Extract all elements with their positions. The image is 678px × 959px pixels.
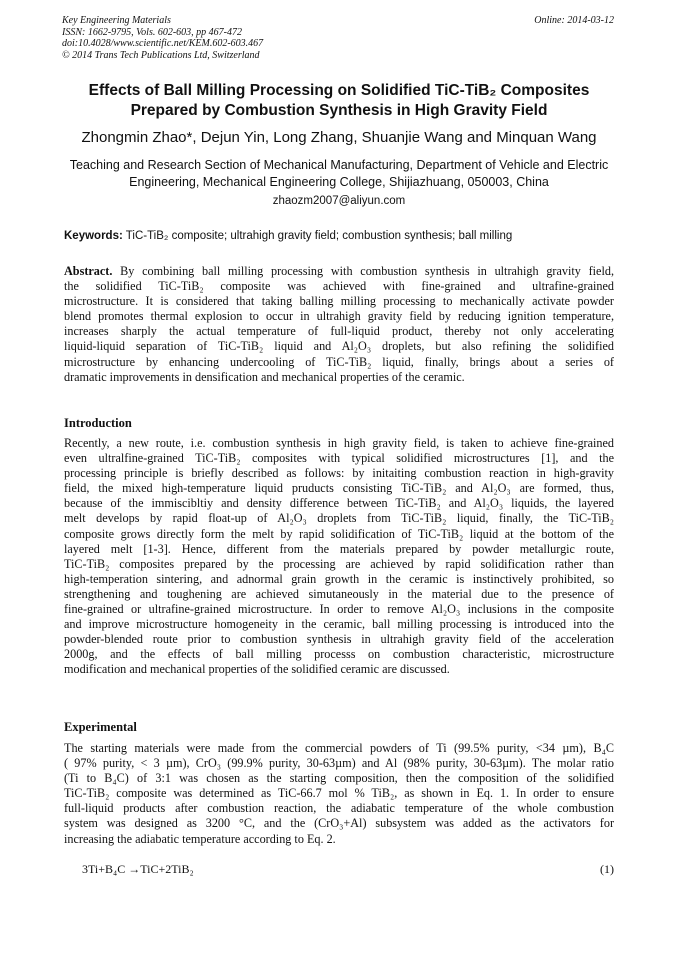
intro-line: powder-blended route prior to combustion synthesis in ultrahigh gravity field of the acceleration (64, 632, 614, 647)
section-heading-experimental: Experimental (64, 720, 137, 734)
intro-line: fine-grained or ultrafine-grained microstructure. In order to remove Al₂O₃ inclusions in the composite (64, 602, 614, 617)
journal-name: Key Engineering Materials (62, 15, 171, 26)
online-date: Online: 2014-03-12 (534, 15, 614, 26)
introduction-body (64, 436, 614, 678)
abstract-line: blend promotes thermal explosion to occur in ultrahigh gravity field by reducing ignition temperature, (64, 309, 614, 324)
experimental-line: ( 97% purity, < 3 µm), CrO₃ (99.9% purity, 30-63µm) and Al (98% purity, 30-63µm). The molar ratio (64, 756, 614, 771)
paper-title (40, 81, 638, 121)
keywords-label: Keywords: (64, 230, 123, 242)
intro-line: and improve microstructure homogeneity in the ceramic, ball milling processing is introduced into the (64, 617, 614, 632)
experimental-line: TiC-TiB₂ composite was determined as TiC-66.7 mol % TiB₂, as shown in Eq. 1. In order to ensure (64, 786, 614, 801)
intro-line: composite grows directly form the melt by rapid solidification of TiC-TiB₂ liquid at the bottom of the (64, 526, 614, 541)
intro-line: Recently, a new route, i.e. combustion synthesis in high gravity field, is taken to achieve fine-grained (64, 436, 614, 450)
intro-line: even ultralfine-grained TiC-TiB₂ composites with typical solidified microstructures [1], and the (64, 451, 614, 466)
equation-1: 3Ti+B₄C →TiC+2TiB₂ (82, 862, 194, 876)
keywords (64, 229, 624, 243)
abstract-label: Abstract. (64, 264, 113, 278)
title-line-1: Effects of Ball Milling Processing on Solidified TiC-TiB₂ Composites (88, 82, 590, 99)
abstract-line: the solidified TiC-TiB₂ composite was achieved with fine-grained and ultrafine-grained (64, 279, 614, 294)
author-list: Zhongmin Zhao*, Dejun Yin, Long Zhang, Shuanjie Wang and Minquan Wang (81, 129, 597, 146)
affiliation-line-1: Teaching and Research Section of Mechanical Manufacturing, Department of Vehicle and Electric (69, 158, 609, 172)
issn-line: ISSN: 1662-9795, Vols. 602-603, pp 467-472 (62, 26, 242, 38)
journal-header (62, 15, 263, 61)
intro-line: processing principle is briefly described as follows: by initaiting combustion reaction in high-gravity (64, 466, 614, 481)
intro-line: because of the immiscibltiy and density difference between TiC-TiB₂ and Al₂O₃ liquids, the layered (64, 496, 614, 511)
experimental-line: system was designed as 3200 °C, and the (CrO₃+Al) subsystem was added as the activators for (64, 816, 614, 831)
affiliation-line-2: Engineering, Mechanical Engineering College, Shijiazhuang, 050003, China (129, 175, 549, 189)
intro-line: layered melt [1-3]. Hence, different from the materials prepared by powder metallurgic route, (64, 541, 614, 556)
copyright-line: © 2014 Trans Tech Publications Ltd, Switzerland (62, 49, 260, 61)
intro-line: 2000g, and the effects of ball milling processs on combustion characteristic, microstructure (64, 647, 614, 662)
doi-line[interactable]: doi:10.4028/www.scientific.net/KEM.602-603.467 (62, 38, 264, 49)
author-email[interactable]: zhaozm2007@aliyun.com (272, 195, 406, 207)
affiliation (50, 157, 628, 191)
intro-line: modification and mechanical properties of the solidified ceramic are discussed. (64, 662, 450, 677)
section-heading-introduction: Introduction (64, 416, 132, 430)
title-line-2: Prepared by Combustion Synthesis in High Gravity Field (130, 102, 548, 119)
abstract (64, 264, 614, 385)
abstract-line: microstructure by enhancing undercooling of TiC-TiB₂ liquid, finally, brings about a series of (64, 354, 614, 369)
intro-line: strengthening and toughening are achieved simutaneously in the material due to the presence of (64, 586, 614, 601)
experimental-line: full-liquid products after combustion reaction, the adiabatic temperature of the whole combustion (64, 801, 614, 816)
intro-line: melt develops by rapid float-up of Al₂O₃ droplets from TiC-TiB₂ liquid, finally, the TiC-TiB₂ (64, 511, 614, 526)
abstract-line: dramatic improvements in densification and mechanical properties of the ceramic. (64, 369, 465, 384)
abstract-line: liquid-liquid separation of TiC-TiB₂ liquid and Al₂O₃ droplets, but also refining the solidified (64, 339, 614, 354)
abstract-line: microstructure. It is considered that taking balling milling processing to mechanically activate powder (64, 294, 614, 309)
equation-number: (1) (600, 862, 614, 876)
intro-line: field, the mixed high-temperature liquid pruducts consisting TiC-TiB₂ and Al₂O₃ are formed, thus, (64, 481, 614, 496)
intro-line: TiC-TiB₂ composites prepared by the processing are achieved by rapid solidification rather than (64, 556, 614, 571)
experimental-line: increasing the adiabatic temperature according to Eq. 2. (64, 831, 336, 846)
abstract-line: increases sharply the actual temperature of full-liquid product, thereby not only accelerating (64, 324, 614, 339)
experimental-body (64, 741, 614, 847)
intro-line: high-temperation sintering, and adnormal grain growth in the ceramic is instinctively prohibited, so (64, 571, 614, 586)
abstract-line: Abstract. By combining ball milling processing with combustion synthesis in ultrahigh gravity field, (64, 264, 614, 278)
experimental-line: The starting materials were made from the commercial powders of Ti (99.5% purity, <34 µm), B₄C (64, 741, 614, 755)
keywords-text: TiC-TiB₂ composite; ultrahigh gravity field; combustion synthesis; ball milling (125, 230, 513, 242)
experimental-line: (Ti to B₄C) of 3:1 was chosen as the starting composition, then the composition of the solidified (64, 771, 614, 786)
